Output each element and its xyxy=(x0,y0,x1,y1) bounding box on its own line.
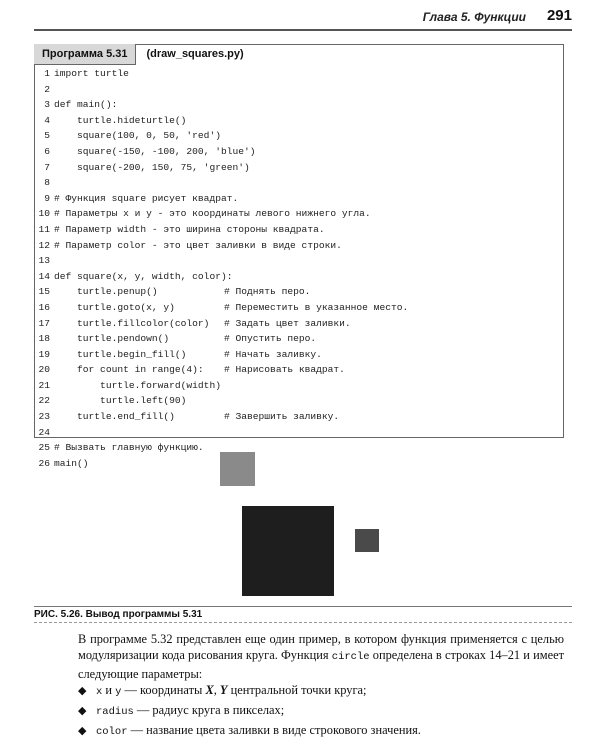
code-line xyxy=(34,206,564,222)
diamond-bullet-icon: ◆ xyxy=(78,685,87,697)
code-line xyxy=(34,222,564,238)
code-comment: # Задать цвет заливки. xyxy=(224,317,351,329)
line-number: 26 xyxy=(38,457,50,469)
line-number: 21 xyxy=(38,379,50,391)
line-number: 11 xyxy=(38,223,50,235)
line-number: 12 xyxy=(38,239,50,251)
code-line xyxy=(34,82,564,98)
code-line xyxy=(34,347,564,363)
figure-rule xyxy=(34,606,572,607)
code-line xyxy=(34,191,564,207)
code-line xyxy=(34,97,564,113)
code-line xyxy=(34,66,564,82)
code-text: # Параметр width - это ширина стороны квадрата. xyxy=(54,223,325,235)
page-number: 291 xyxy=(546,7,572,24)
code-text: turtle.begin_fill() xyxy=(54,348,187,360)
running-head: Глава 5. Функции xyxy=(422,10,526,24)
code-line xyxy=(34,160,564,176)
code-line xyxy=(34,284,564,300)
line-number: 25 xyxy=(38,442,50,454)
code-line xyxy=(34,316,564,332)
code-line xyxy=(34,238,564,254)
header-rule xyxy=(34,29,572,31)
line-number: 20 xyxy=(38,364,50,376)
code-text: # Вызвать главную функцию. xyxy=(54,442,204,454)
parameter-list xyxy=(78,681,564,741)
line-number: 6 xyxy=(44,145,50,157)
code-text: def main(): xyxy=(54,99,118,111)
line-number: 2 xyxy=(44,83,50,95)
list-item: ◆ radius — радиус круга в пикселах; xyxy=(78,701,564,721)
code-text: turtle.forward(width) xyxy=(54,379,221,391)
code-comment: # Опустить перо. xyxy=(224,333,317,345)
listing-caption xyxy=(34,44,244,64)
line-number: 7 xyxy=(44,161,50,173)
code-text: turtle.end_fill() xyxy=(54,411,175,423)
line-number: 14 xyxy=(38,270,50,282)
code-line xyxy=(34,425,564,441)
green-square xyxy=(220,452,255,486)
code-text: square(-150, -100, 200, 'blue') xyxy=(54,145,256,157)
code-comment: # Нарисовать квадрат. xyxy=(224,364,345,376)
line-number: 17 xyxy=(38,317,50,329)
list-item: ◆ x и y — координаты X, Y центральной точки круга; xyxy=(78,681,564,701)
code-comment: # Поднять перо. xyxy=(224,286,311,298)
line-number: 10 xyxy=(38,208,50,220)
code-line xyxy=(34,409,564,425)
code-line xyxy=(34,331,564,347)
code-text: import turtle xyxy=(54,68,129,79)
line-number: 22 xyxy=(38,395,50,407)
code-line xyxy=(34,269,564,285)
line-number: 18 xyxy=(38,333,50,345)
inline-code-circle: circle xyxy=(331,651,370,664)
blue-square xyxy=(242,506,334,596)
program-output-figure xyxy=(34,444,564,608)
code-line xyxy=(34,393,564,409)
code-text: turtle.pendown() xyxy=(54,333,170,345)
code-text: # Функция square рисует квадрат. xyxy=(54,192,239,204)
listing-filename: (draw_squares.py) xyxy=(146,48,244,60)
body-paragraph: В программе 5.32 представлен еще один пример, в котором функция применяется с целью модуляризации кода рисования круга. Функция circle определена в строках 14–21 и имеет следующие параметры: xyxy=(78,632,565,681)
line-number: 16 xyxy=(38,301,50,313)
code-text: # Параметр color - это цвет заливки в виде строки. xyxy=(54,239,342,251)
code-line xyxy=(34,300,564,316)
code-text: # Параметры x и y - это координаты левого нижнего угла. xyxy=(54,208,371,220)
diamond-bullet-icon: ◆ xyxy=(78,705,87,717)
code-text: turtle.penup() xyxy=(54,286,158,298)
code-text: for count in range(4): xyxy=(54,364,204,376)
line-number: 9 xyxy=(44,192,50,204)
code-text: turtle.goto(x, y) xyxy=(54,301,175,313)
list-item: ◆ color — название цвета заливки в виде строкового значения. xyxy=(78,721,564,741)
code-text: turtle.left(90) xyxy=(54,395,187,407)
line-number: 3 xyxy=(44,99,50,111)
code-text: main() xyxy=(54,457,89,469)
code-line xyxy=(34,128,564,144)
code-text: square(-200, 150, 75, 'green') xyxy=(54,161,250,173)
code-text: turtle.fillcolor(color) xyxy=(54,317,210,329)
code-text: def square(x, y, width, color): xyxy=(54,270,233,282)
figure-caption: РИС. 5.26. Вывод программы 5.31 xyxy=(34,609,203,620)
code-text: square(100, 0, 50, 'red') xyxy=(54,130,221,142)
line-number: 23 xyxy=(38,411,50,423)
red-square xyxy=(355,529,379,552)
line-number: 19 xyxy=(38,348,50,360)
line-number: 24 xyxy=(38,426,50,438)
code-line xyxy=(34,253,564,269)
figure-caption-rule xyxy=(34,622,572,623)
line-number: 13 xyxy=(38,255,50,267)
code-line xyxy=(34,113,564,129)
code-comment: # Завершить заливку. xyxy=(224,411,340,423)
code-comment: # Переместить в указанное место. xyxy=(224,301,409,313)
code-line xyxy=(34,362,564,378)
diamond-bullet-icon: ◆ xyxy=(78,725,87,737)
line-number: 8 xyxy=(44,177,50,189)
code-comment: # Начать заливку. xyxy=(224,348,322,360)
listing-tag: Программа 5.31 xyxy=(34,44,136,65)
line-number: 4 xyxy=(44,114,50,126)
line-number: 5 xyxy=(44,130,50,142)
code-text: turtle.hideturtle() xyxy=(54,114,187,126)
line-number: 15 xyxy=(38,286,50,298)
code-line xyxy=(34,175,564,191)
line-number: 1 xyxy=(44,68,50,79)
code-line xyxy=(34,378,564,394)
code-line xyxy=(34,144,564,160)
code-listing xyxy=(34,66,564,471)
